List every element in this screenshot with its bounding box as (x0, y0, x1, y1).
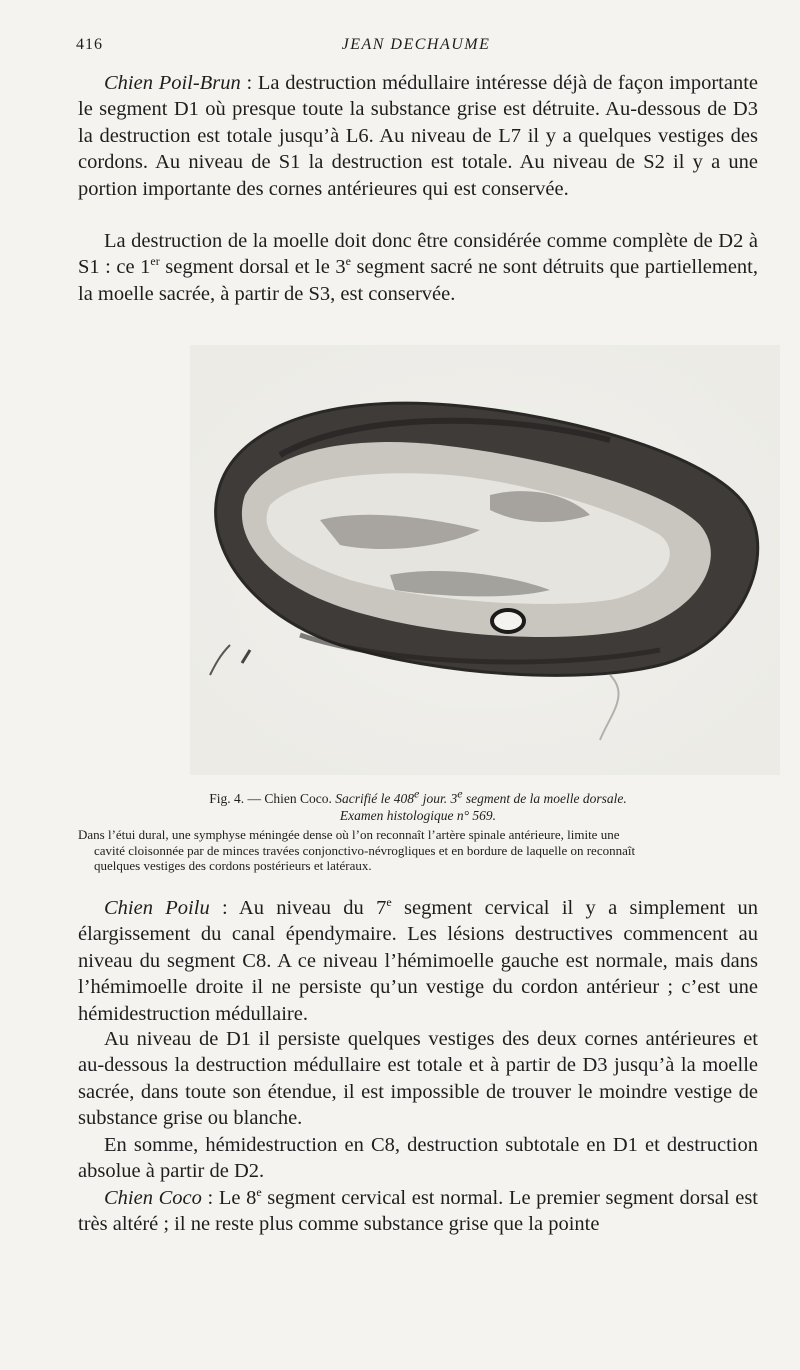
paragraph-d1 (78, 1026, 758, 1132)
page-number: 416 (76, 36, 103, 53)
paragraph-text: segment cervical il y a simplement un élargissement du canal épendymaire. Les lésions destructives commencent au niveau du segment C8. A ce niveau l’hémimoelle gauche est normale, mais dans l’hémimoelle droite il ne persiste qu’un vestige du cordon antérieur ; c’est une hémidestruction médullaire. (78, 897, 758, 1025)
page-header (76, 36, 756, 60)
caption-desc-line: Dans l’étui dural, une symphyse méningée dense où l’on reconnaît l’artère spinale antérieure, limite une (78, 827, 620, 842)
caption-text: segment de la moelle dorsale. (462, 791, 627, 806)
superscript: e (345, 254, 351, 269)
superscript: er (150, 254, 160, 269)
figure-caption (78, 786, 758, 874)
paragraph-conclusion (78, 228, 758, 307)
paragraph-text: : Le 8 (201, 1187, 257, 1209)
caption-title (78, 786, 758, 807)
paragraph-text: : Au niveau du 7 (209, 897, 387, 919)
caption-exam-number: Examen histologique n° 569. (339, 808, 497, 823)
paragraph-text: segment dorsal et le 3 (159, 256, 346, 279)
superscript: e (413, 786, 420, 801)
caption-dog: Chien Coco. (264, 791, 332, 806)
dog-name: Chien Coco (104, 1187, 202, 1209)
figure-label: Fig. 4. — (209, 791, 261, 806)
histology-photograph (190, 345, 780, 775)
caption-text: jour. 3 (419, 791, 458, 806)
caption-desc-line: cavité cloisonnée par de minces travées conjonctivo-névrogliques et en bordure de laquelle on reconnaît (94, 842, 636, 858)
running-head: JEAN DECHAUME (341, 36, 491, 53)
superscript: e (457, 786, 463, 801)
superscript: e (256, 1185, 262, 1200)
paragraph-text: segment sacré ne sont détruits que partiellement, la moelle sacrée, à partir de S3, est conservée. (78, 256, 758, 305)
superscript: e (386, 895, 392, 910)
paragraph-text: La destruction de la moelle doit donc être considérée comme complète de D2 à S1 : ce 1 (78, 230, 758, 279)
paragraph-text: : La destruction médullaire intéresse déjà de façon importante le segment D1 où presque toute la substance grise est détruite. Au-dessous de D3 la destruction est totale jusqu’à L6. Au niveau de L7 il y a quelques vestiges des cordons. Au niveau de S1 la destruction est totale. Au niveau de S2 il y a une portion importante des cornes antérieures qui est conservée. (78, 72, 758, 200)
paragraph-text: En somme, hémidestruction en C8, destruction subtotale en D1 et destruction absolue à partir de D2. (78, 1134, 758, 1183)
caption-text: Sacrifié le 408 (335, 791, 414, 806)
dog-name: Chien Poilu (104, 897, 210, 919)
dog-name: Chien Poil-Brun (104, 72, 241, 94)
paragraph-poilu (78, 895, 758, 1027)
paragraph-text: segment cervical est normal. Le premier segment dorsal est très altéré ; il ne reste plus comme substance grise que la pointe (78, 1187, 758, 1236)
paragraph-text: Au niveau de D1 il persiste quelques vestiges des deux cornes antérieures et au-dessous la destruction médullaire est totale et à partir de D3 jusqu’à la moelle sacrée, dans toute son étendue, il est impossible de trouver le moindre vestige de substance grise ou blanche. (78, 1028, 758, 1130)
spinal-cord-section-image (190, 345, 780, 775)
paragraph-coco (78, 1185, 758, 1238)
paragraph-poil-brun (78, 70, 758, 202)
paragraph-summary (78, 1132, 758, 1185)
caption-description (78, 827, 758, 874)
caption-desc-line: quelques vestiges des cordons postérieurs et latéraux. (94, 858, 372, 873)
